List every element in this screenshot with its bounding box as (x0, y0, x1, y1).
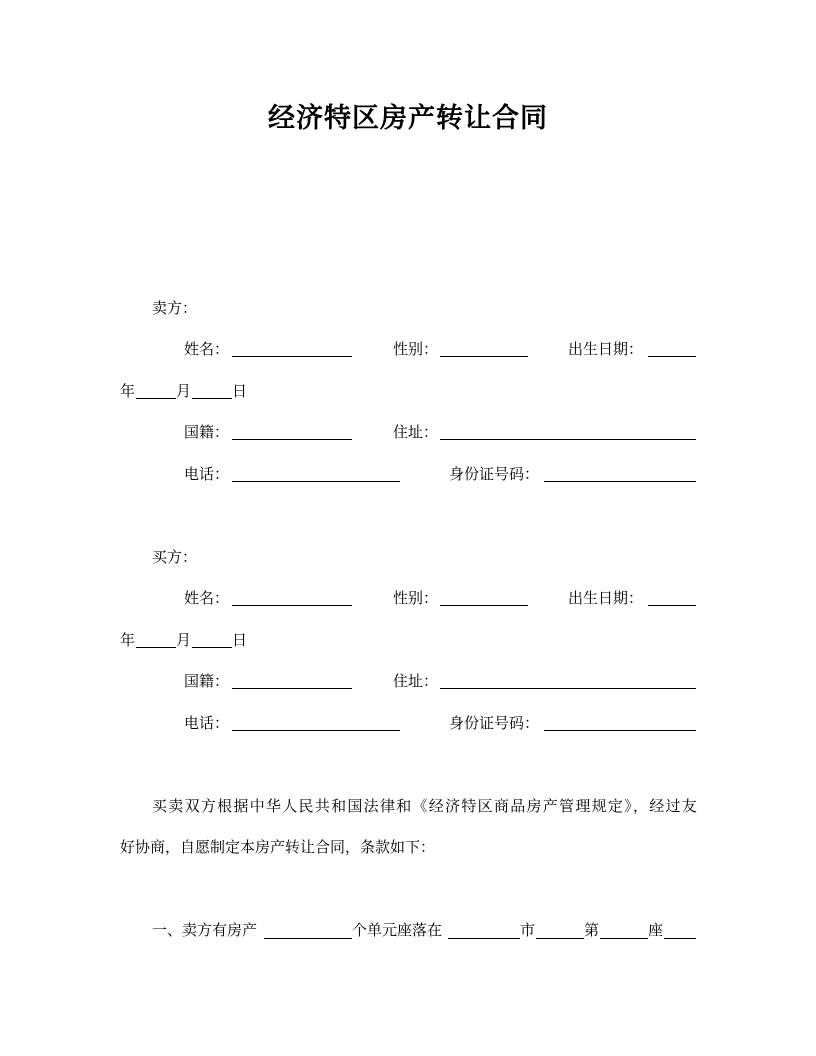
buyer-month-blank[interactable] (192, 647, 232, 648)
buyer-id-blank[interactable] (544, 730, 696, 731)
buyer-heading: 买方： (152, 548, 198, 566)
buyer-phone-label: 电话： (184, 714, 230, 732)
seller-year-blank[interactable] (136, 398, 176, 399)
clause-1-tail-blank[interactable] (664, 938, 696, 939)
buyer-gender-blank[interactable] (440, 605, 528, 606)
seller-id-label: 身份证号码： (449, 465, 540, 483)
buyer-name-blank[interactable] (232, 605, 352, 606)
buyer-address-blank[interactable] (440, 688, 696, 689)
seller-name-blank[interactable] (232, 356, 352, 357)
seller-id-blank[interactable] (544, 481, 696, 482)
document-title: 经济特区房产转让合同 (268, 103, 548, 134)
seller-address-label: 住址： (393, 423, 439, 441)
seller-nationality-label: 国籍： (184, 423, 230, 441)
clause-1-city-blank[interactable] (448, 938, 520, 939)
seller-day-label: 日 (232, 382, 248, 400)
buyer-birth-blank[interactable] (648, 605, 696, 606)
buyer-nationality-label: 国籍： (184, 672, 230, 690)
buyer-year-label: 年 (120, 631, 136, 649)
seller-phone-label: 电话： (184, 465, 230, 483)
seller-address-blank[interactable] (440, 439, 696, 440)
buyer-month-label: 月 (176, 631, 192, 649)
clause-1-part-3: 市 (520, 921, 536, 939)
seller-birth-blank[interactable] (648, 356, 696, 357)
buyer-id-label: 身份证号码： (449, 714, 540, 732)
seller-gender-label: 性别： (393, 340, 439, 358)
buyer-day-label: 日 (232, 631, 248, 649)
buyer-nationality-blank[interactable] (232, 688, 352, 689)
seller-birth-label: 出生日期： (568, 340, 644, 358)
buyer-name-label: 姓名： (184, 589, 230, 607)
buyer-birth-label: 出生日期： (568, 589, 644, 607)
buyer-year-blank[interactable] (136, 647, 176, 648)
clause-1-part-2: 个单元座落在 (352, 921, 443, 939)
buyer-gender-label: 性别： (393, 589, 439, 607)
seller-name-label: 姓名： (184, 340, 230, 358)
clause-1-building-blank[interactable] (600, 938, 648, 939)
clause-1-part-1: 一、卖方有房产 (152, 921, 258, 939)
buyer-address-label: 住址： (393, 672, 439, 690)
clause-1-units-blank[interactable] (264, 938, 352, 939)
seller-year-label: 年 (120, 382, 136, 400)
seller-month-blank[interactable] (192, 398, 232, 399)
clause-1-part-5: 座 (648, 921, 664, 939)
intro-paragraph-line-2: 好协商，自愿制定本房产转让合同，条款如下： (120, 838, 436, 856)
clause-1-part-4: 第 (584, 921, 600, 939)
seller-nationality-blank[interactable] (232, 439, 352, 440)
seller-gender-blank[interactable] (440, 356, 528, 357)
seller-heading: 卖方： (152, 299, 198, 317)
seller-phone-blank[interactable] (232, 481, 400, 482)
clause-1-district-blank[interactable] (536, 938, 584, 939)
seller-month-label: 月 (176, 382, 192, 400)
buyer-phone-blank[interactable] (232, 730, 400, 731)
intro-paragraph-line-1: 买卖双方根据中华人民共和国法律和《经济特区商品房产管理规定》，经过友 (152, 797, 697, 815)
